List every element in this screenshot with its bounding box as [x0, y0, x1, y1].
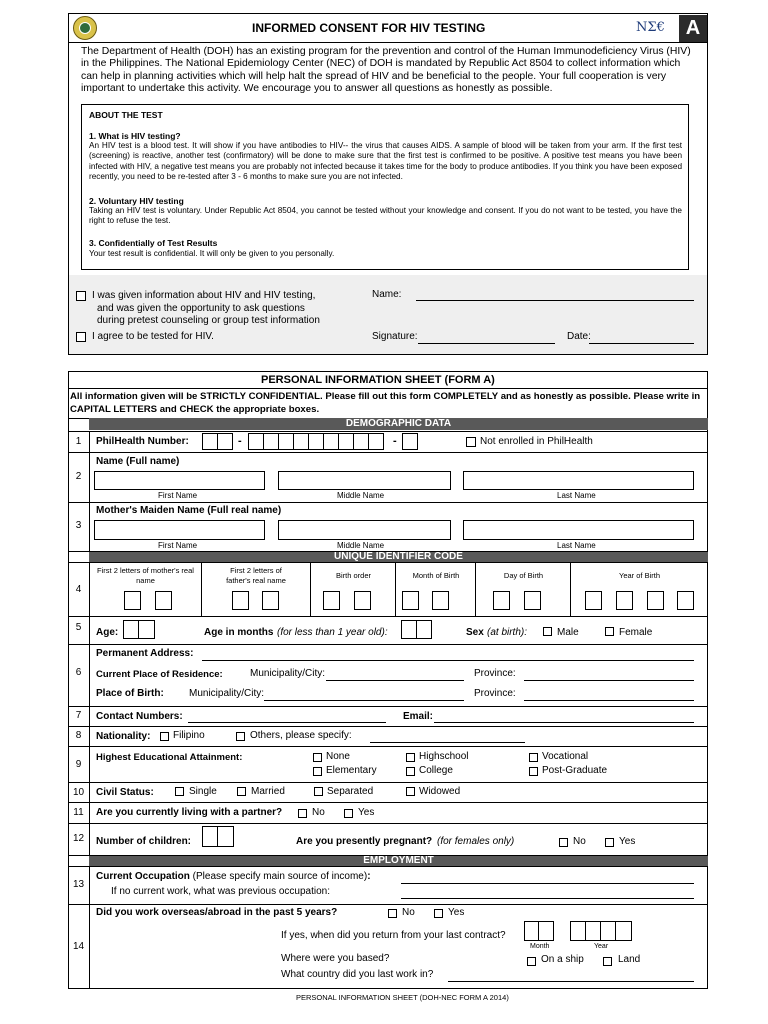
uic-header-year: Year of Birth: [619, 571, 660, 580]
edu-none-checkbox[interactable]: [313, 753, 322, 762]
row-number: 1: [75, 436, 82, 447]
filipino-checkbox[interactable]: [160, 732, 169, 741]
uic-box[interactable]: [585, 591, 602, 610]
residence-province-field[interactable]: [524, 680, 694, 681]
row-number: 5: [75, 622, 82, 633]
row-number: 7: [75, 710, 82, 721]
edu-vocational-checkbox[interactable]: [529, 753, 538, 762]
land-checkbox[interactable]: [603, 957, 612, 966]
rule: [68, 502, 708, 503]
philhealth-box[interactable]: [323, 433, 339, 450]
uic-box[interactable]: [647, 591, 664, 610]
contact-numbers-label: Contact Numbers:: [96, 711, 183, 722]
philhealth-box[interactable]: [353, 433, 369, 450]
sex-note: (at birth):: [487, 627, 528, 638]
birth-municipality-field[interactable]: [264, 700, 464, 701]
philhealth-box[interactable]: [402, 433, 418, 450]
philhealth-box[interactable]: [248, 433, 264, 450]
rule: [68, 855, 708, 856]
pregnant-no-label: No: [573, 836, 586, 847]
overseas-yes-checkbox[interactable]: [434, 909, 443, 918]
mother-middle-name-input[interactable]: [278, 520, 451, 540]
uic-header-mother: First 2 letters of mother's real name: [97, 566, 194, 585]
philhealth-box[interactable]: [278, 433, 294, 450]
edu-college-checkbox[interactable]: [406, 767, 415, 776]
uic-header-father: First 2 letters of father's real name: [226, 566, 286, 585]
email-label: Email:: [403, 711, 434, 722]
land-label: Land: [618, 954, 641, 965]
last-name-caption: Last Name: [557, 491, 596, 500]
rule: [68, 746, 708, 747]
overseas-yes-label: Yes: [448, 907, 465, 918]
residence-municipality-label: Municipality/City:: [250, 668, 326, 679]
edu-highschool-checkbox[interactable]: [406, 753, 415, 762]
widowed-label: Widowed: [419, 786, 461, 797]
rule: [68, 431, 708, 432]
not-enrolled-checkbox[interactable]: [466, 437, 476, 447]
edu-postgrad-label: Post-Graduate: [542, 765, 608, 776]
consent-title: INFORMED CONSENT FOR HIV TESTING: [252, 21, 486, 35]
sex-label: Sex: [466, 627, 484, 638]
q1-title: 1. What is HIV testing?: [89, 131, 181, 141]
age-months-note: (for less than 1 year old):: [277, 627, 388, 638]
agree-test-text: I agree to be tested for HIV.: [92, 331, 214, 342]
form-a-badge: A: [679, 15, 707, 42]
age-months-label: Age in months: [204, 627, 274, 638]
date-field[interactable]: [589, 343, 694, 344]
section-demographic: DEMOGRAPHIC DATA: [89, 418, 708, 430]
q3-title: 3. Confidentially of Test Results: [89, 238, 218, 248]
return-question: If yes, when did you return from your last contract?: [281, 930, 506, 941]
number-column-rule: [89, 431, 90, 989]
philhealth-dash: -: [393, 435, 397, 447]
others-nationality-label: Others, please specify:: [250, 730, 352, 741]
uic-box[interactable]: [432, 591, 449, 610]
return-year-box[interactable]: [615, 921, 632, 941]
pregnant-no-checkbox[interactable]: [559, 838, 568, 847]
overseas-no-label: No: [402, 907, 415, 918]
children-label: Number of children:: [96, 836, 192, 847]
doh-seal-logo: [73, 16, 97, 40]
return-month-box[interactable]: [538, 921, 554, 941]
age-months-box[interactable]: [416, 620, 432, 639]
partner-question: Are you currently living with a partner?: [96, 807, 283, 818]
mother-first-caption: First Name: [158, 541, 198, 550]
occupation-note: (Please specify main source of income): [189, 871, 368, 882]
section-uic: UNIQUE IDENTIFIER CODE: [89, 551, 708, 562]
middle-name-input[interactable]: [278, 471, 451, 490]
residence-municipality-field[interactable]: [326, 680, 464, 681]
country-field[interactable]: [448, 981, 694, 982]
rule: [68, 706, 708, 707]
female-label: Female: [619, 627, 653, 638]
signature-field[interactable]: [418, 343, 555, 344]
rule: [68, 904, 708, 905]
male-label: Male: [557, 627, 579, 638]
previous-occupation-field[interactable]: [401, 898, 694, 899]
uic-box[interactable]: [232, 591, 249, 610]
mother-middle-caption: Middle Name: [337, 541, 385, 550]
children-box[interactable]: [202, 826, 218, 847]
widowed-checkbox[interactable]: [406, 787, 415, 796]
uic-box[interactable]: [155, 591, 172, 610]
email-field[interactable]: [434, 722, 694, 723]
edu-postgrad-checkbox[interactable]: [529, 767, 538, 776]
section-employment: EMPLOYMENT: [89, 855, 708, 866]
philhealth-box[interactable]: [202, 433, 218, 450]
occupation-label: [96, 871, 371, 882]
rule: [68, 388, 708, 389]
signature-label: Signature:: [372, 331, 418, 342]
partner-no-label: No: [312, 807, 325, 818]
nec-logo: NΣ€: [636, 20, 665, 35]
overseas-no-checkbox[interactable]: [388, 909, 397, 918]
return-year-box[interactable]: [600, 921, 616, 941]
uic-box[interactable]: [524, 591, 541, 610]
form-notice: All information given will be STRICTLY CONFIDENTIAL. Please fill out this form COMPLETELY and as honestly as possible. Please write in CAPITAL LETTERS and CHECK the appropriate boxes.: [70, 391, 701, 415]
about-test-title: ABOUT THE TEST: [89, 110, 163, 120]
occupation-colon: :: [367, 871, 371, 882]
philhealth-dash: -: [238, 435, 242, 447]
rule: [68, 802, 708, 803]
q3-text: Your test result is confidential. It will only be given to you personally.: [89, 249, 335, 258]
civil-status-label: Civil Status:: [96, 787, 154, 798]
uic-box[interactable]: [124, 591, 141, 610]
permanent-address-label: Permanent Address:: [96, 648, 194, 659]
rule: [68, 866, 708, 867]
uic-header-month: Month of Birth: [412, 571, 460, 580]
country-question: What country did you last work in?: [281, 969, 434, 980]
education-label: Highest Educational Attainment:: [96, 752, 243, 763]
uic-box[interactable]: [677, 591, 694, 610]
edu-vocational-label: Vocational: [542, 751, 589, 762]
birth-municipality-label: Municipality/City:: [189, 688, 265, 699]
year-caption: Year: [594, 943, 609, 950]
partner-yes-checkbox[interactable]: [344, 809, 353, 818]
occupation-field[interactable]: [401, 883, 694, 884]
rule: [68, 823, 708, 824]
page-footer: PERSONAL INFORMATION SHEET (DOH-NEC FORM A 2014): [296, 993, 509, 1002]
uic-box[interactable]: [402, 591, 419, 610]
age-box[interactable]: [123, 620, 139, 639]
others-nationality-field[interactable]: [370, 742, 525, 743]
row-number: 12: [72, 833, 85, 844]
partner-no-checkbox[interactable]: [298, 809, 307, 818]
age-months-box[interactable]: [401, 620, 417, 639]
row-number: 9: [75, 759, 82, 770]
form-a-title: PERSONAL INFORMATION SHEET (FORM A): [261, 374, 495, 386]
uic-box[interactable]: [354, 591, 371, 610]
place-of-birth-label: Place of Birth:: [96, 688, 164, 699]
consent-name-field[interactable]: [416, 300, 694, 301]
consent-header-rule: [68, 42, 708, 43]
row-number: 2: [75, 471, 82, 482]
band-gap-demo: [68, 418, 89, 430]
philhealth-box[interactable]: [308, 433, 324, 450]
current-residence-label: Current Place of Residence:: [96, 669, 223, 680]
uic-box[interactable]: [616, 591, 633, 610]
permanent-address-field[interactable]: [202, 660, 694, 661]
others-nationality-checkbox[interactable]: [236, 732, 245, 741]
on-ship-label: On a ship: [541, 954, 584, 965]
philhealth-box[interactable]: [293, 433, 309, 450]
philhealth-label: PhilHealth Number:: [96, 436, 189, 447]
previous-occupation-label: If no current work, what was previous occupation:: [111, 886, 330, 897]
not-enrolled-label: Not enrolled in PhilHealth: [480, 436, 593, 447]
filipino-label: Filipino: [173, 730, 205, 741]
return-year-box[interactable]: [570, 921, 586, 941]
info-given-text-1: I was given information about HIV and HIV testing,: [92, 290, 316, 301]
consent-intro: The Department of Health (DOH) has an existing program for the prevention and control of the Human Immunodeficiency Virus (HIV) in the Philippines. The National Epidemiology Center (NEC) of DOH is mandated by Republic Act 8504 to collect information which can help in planning activities which will help halt the spread of HIV and be beneficial to the people. Your full cooperation is very important to undertake this activity. We encourage you to answer all questions as honestly as possible.: [81, 46, 691, 94]
male-checkbox[interactable]: [543, 627, 552, 636]
uic-box[interactable]: [493, 591, 510, 610]
rule: [68, 782, 708, 783]
occupation-title: Current Occupation: [96, 871, 190, 882]
single-label: Single: [189, 786, 217, 797]
female-checkbox[interactable]: [605, 627, 614, 636]
uic-box[interactable]: [323, 591, 340, 610]
info-given-checkbox[interactable]: [76, 291, 86, 301]
partner-yes-label: Yes: [358, 807, 375, 818]
birth-province-label: Province:: [474, 688, 516, 699]
rule: [68, 452, 708, 453]
mother-last-caption: Last Name: [557, 541, 596, 550]
edu-college-label: College: [419, 765, 453, 776]
contact-numbers-field[interactable]: [188, 722, 386, 723]
row-number: 6: [75, 667, 82, 678]
date-label: Date:: [567, 331, 591, 342]
row-number: 13: [72, 879, 85, 890]
month-caption: Month: [530, 943, 550, 950]
uic-box[interactable]: [262, 591, 279, 610]
age-label: Age:: [96, 627, 119, 638]
row-number: 3: [75, 520, 82, 531]
single-checkbox[interactable]: [175, 787, 184, 796]
married-label: Married: [251, 786, 285, 797]
philhealth-box[interactable]: [368, 433, 384, 450]
nationality-label: Nationality:: [96, 731, 151, 742]
rule: [68, 551, 708, 552]
edu-highschool-label: Highschool: [419, 751, 469, 762]
separated-label: Separated: [327, 786, 374, 797]
pregnant-note: (for females only): [437, 836, 515, 847]
mother-first-name-input[interactable]: [94, 520, 265, 540]
row-number: 11: [73, 807, 84, 818]
q2-text: Taking an HIV test is voluntary. Under Republic Act 8504, you cannot be tested without your knowledge and consent. If you do not want to be tested, you have the right to refuse the test.: [89, 206, 682, 226]
info-given-text-3: during pretest counseling or group test information: [97, 315, 320, 326]
agree-test-checkbox[interactable]: [76, 332, 86, 342]
full-name-label: Name (Full name): [96, 456, 180, 467]
last-name-input[interactable]: [463, 471, 694, 490]
married-checkbox[interactable]: [237, 787, 246, 796]
based-question: Where were you based?: [281, 953, 390, 964]
consent-name-label: Name:: [372, 289, 402, 300]
row-number: 8: [75, 730, 82, 741]
age-box[interactable]: [138, 620, 155, 639]
pregnant-yes-label: Yes: [619, 836, 636, 847]
edu-elementary-label: Elementary: [326, 765, 377, 776]
info-given-text-2: and was given the opportunity to ask questions: [97, 303, 305, 314]
q2-title: 2. Voluntary HIV testing: [89, 196, 184, 206]
uic-header-birth-order: Birth order: [335, 571, 371, 580]
row-number: 10: [72, 787, 85, 798]
row-number: 4: [75, 584, 82, 595]
children-box[interactable]: [217, 826, 234, 847]
first-name-input[interactable]: [94, 471, 265, 490]
on-ship-checkbox[interactable]: [527, 957, 536, 966]
edu-none-label: None: [326, 751, 350, 762]
q1-text: An HIV test is a blood test. It will show if you have antibodies to HIV-- the virus that causes AIDS. A sample of blood will be taken from your arm. If the first test (screening) is reactive, another test (confirmatory) will be done to make sure that the first test is confirmed to be positive. A positive test means you have been infected with HIV, a negative test means you are probably not infected because it takes time for the body to produce antibodies. If you think you have been exposed recently, you need to be re-tested after 3 - 6 months to make sure you are not infected.: [89, 141, 682, 181]
philhealth-box[interactable]: [263, 433, 279, 450]
first-name-caption: First Name: [158, 491, 198, 500]
overseas-question: Did you work overseas/abroad in the past 5 years?: [96, 907, 338, 918]
edu-elementary-checkbox[interactable]: [313, 767, 322, 776]
rule: [68, 644, 708, 645]
birth-province-field[interactable]: [524, 700, 694, 701]
row-number: 14: [72, 941, 85, 952]
rule: [68, 726, 708, 727]
philhealth-box[interactable]: [338, 433, 354, 450]
return-year-box[interactable]: [585, 921, 601, 941]
mother-last-name-input[interactable]: [463, 520, 694, 540]
pregnant-question: Are you presently pregnant?: [296, 836, 433, 847]
residence-province-label: Province:: [474, 668, 516, 679]
mother-name-label: Mother's Maiden Name (Full real name): [96, 505, 282, 516]
return-month-box[interactable]: [524, 921, 539, 941]
philhealth-box[interactable]: [217, 433, 233, 450]
middle-name-caption: Middle Name: [337, 491, 385, 500]
separated-checkbox[interactable]: [314, 787, 323, 796]
pregnant-yes-checkbox[interactable]: [605, 838, 614, 847]
rule: [68, 616, 708, 617]
uic-header-day: Day of Birth: [503, 571, 544, 580]
